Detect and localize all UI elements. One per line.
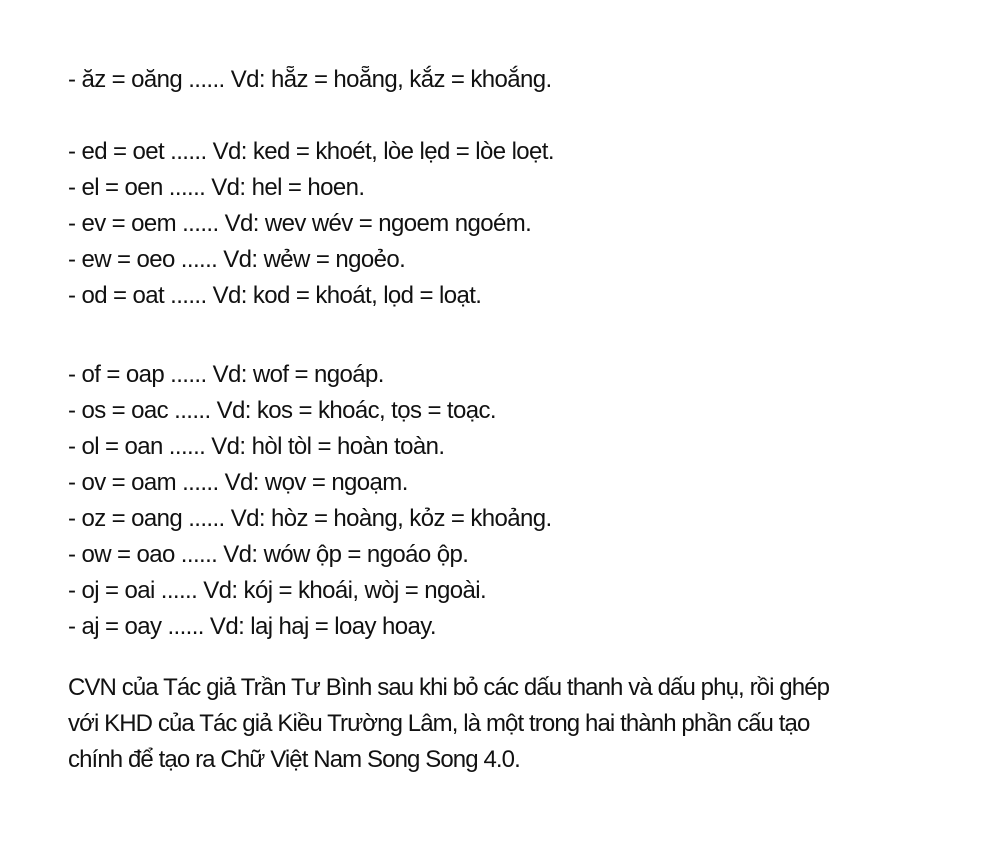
rule-line: - ow = oao ...... Vd: wów ộp = ngoáo ộp.: [68, 541, 469, 568]
rule-line: - el = oen ...... Vd: hel = hoen.: [68, 174, 365, 201]
rule-line: - of = oap ...... Vd: wof = ngoáp.: [68, 361, 384, 388]
rule-line: - ed = oet ...... Vd: ked = khoét, lòe lẹd = lòe loẹt.: [68, 138, 554, 165]
rule-line: - ăz = oăng ...... Vd: hẵz = hoẵng, kắz = khoắng.: [68, 66, 552, 93]
rule-line: - ol = oan ...... Vd: hòl tòl = hoàn toàn.: [68, 433, 445, 460]
rule-line: - oj = oai ...... Vd: kój = khoái, wòj = ngoài.: [68, 577, 487, 604]
paragraph-line: chính để tạo ra Chữ Việt Nam Song Song 4.0.: [68, 746, 520, 773]
rule-line: - os = oac ...... Vd: kos = khoác, tọs = toạc.: [68, 397, 496, 424]
paragraph-line: CVN của Tác giả Trần Tư Bình sau khi bỏ các dấu thanh và dấu phụ, rồi ghép: [68, 674, 830, 701]
rule-line: - ov = oam ...... Vd: wọv = ngoạm.: [68, 469, 408, 496]
rule-line: - od = oat ...... Vd: kod = khoát, lọd = loạt.: [68, 282, 482, 309]
rule-line: - ew = oeo ...... Vd: wẻw = ngoẻo.: [68, 246, 406, 273]
rule-line: - oz = oang ...... Vd: hòz = hoàng, kỏz = khoảng.: [68, 505, 552, 532]
rule-line: - ev = oem ...... Vd: wev wév = ngoem ngoém.: [68, 210, 532, 237]
rule-line: - aj = oay ...... Vd: laj haj = loay hoay.: [68, 613, 436, 640]
paragraph-line: với KHD của Tác giả Kiều Trường Lâm, là một trong hai thành phần cấu tạo: [68, 710, 810, 737]
